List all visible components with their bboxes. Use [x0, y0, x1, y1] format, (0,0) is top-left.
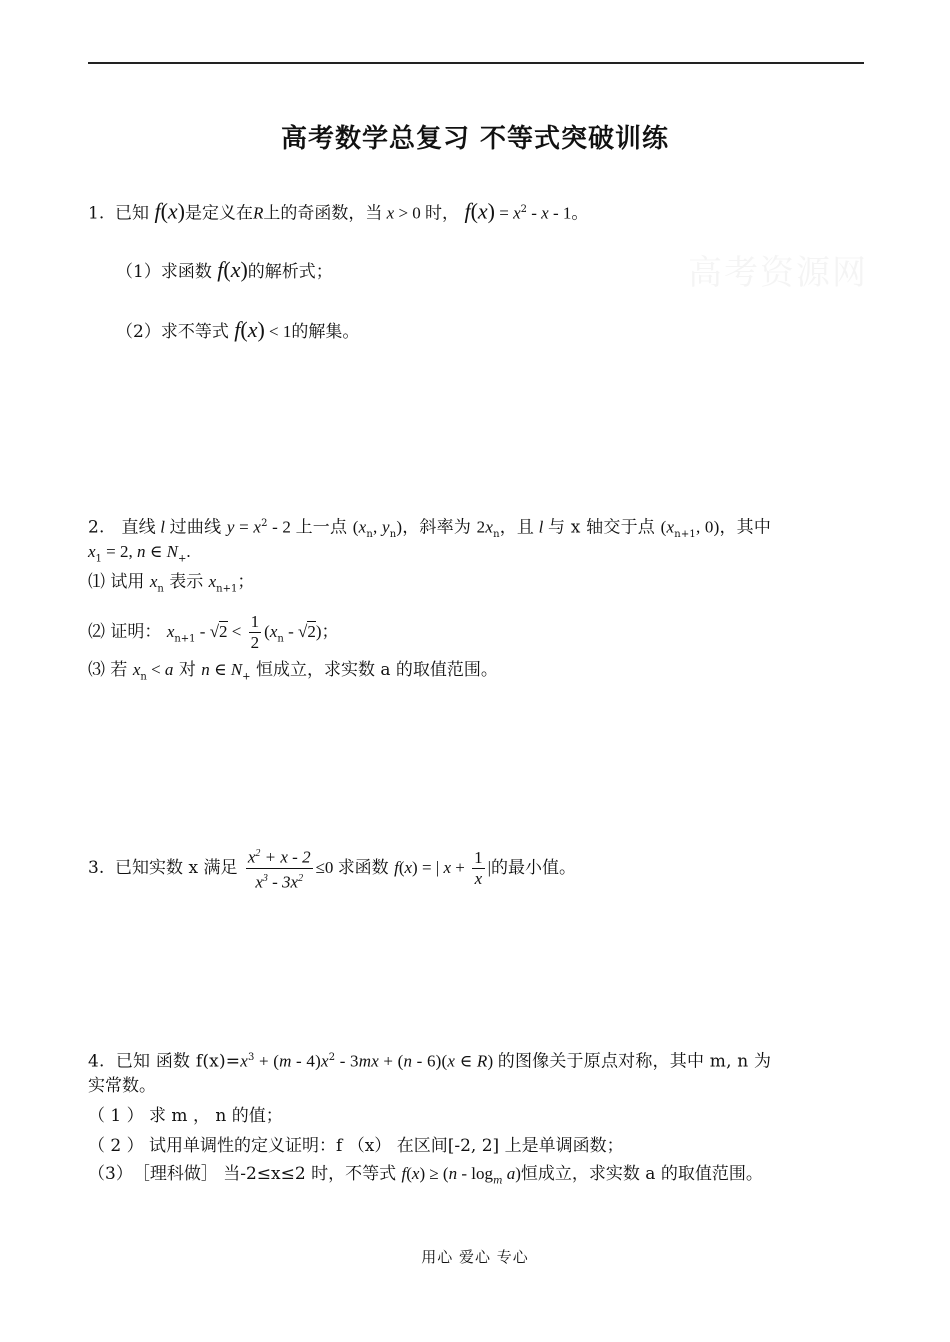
header-rule — [88, 62, 864, 64]
document-title: 高考数学总复习 不等式突破训练 — [280, 124, 670, 154]
problem-2-part-2: ⑵ 证明： $x_{n+1} - √2$ < $\frac{1}{2}$ $(x_n - √2)$； — [88, 612, 339, 652]
problem-4-statement-cont: 实常数。 — [88, 1076, 156, 1096]
problem-2-part-3: ⑶ 若 $x_n < a$ 对 n ∈ $N_+$ 恒成立，求实数 a 的取值范围。 — [88, 660, 498, 683]
problem-4-part-3: （3） ［理科做］ 当-2≤x≤2 时，不等式 $f(x) \ge (n - \log_m a)$恒成立，求实数 a 的取值范围。 — [88, 1164, 763, 1187]
page-footer: 用心 爱心 专心 — [421, 1248, 529, 1266]
fraction: $\frac{1}{x}$ — [474, 848, 483, 888]
problem-1-part-2: （2）求不等式 f(x) < 1的解集。 — [116, 317, 360, 342]
problem-3-statement: 3. 已知实数 x 满足 $\frac{x^2 + x - 2}{x^3 - 3x^2}$ ≤0 求函数 f(x) = | x + $\frac{1}{x}$ |的最小值。 — [88, 838, 576, 898]
problem-2-part-1: ⑴ 试用 $x_n$ 表示 $x_{n+1}$； — [88, 572, 255, 595]
problem-4-part-2: （ 2 ） 试用单调性的定义证明：f （x） 在区间[-2, 2] 上是单调函数； — [88, 1136, 624, 1156]
problem-number: 4. — [88, 1051, 105, 1072]
problem-1-part-1: （1）求函数 f(x)的解析式； — [116, 257, 333, 282]
fraction: $\frac{1}{2}$ — [250, 612, 260, 652]
problem-4-statement: 4. 已知 函数 $f(x)=x^3 + (m - 4)x^2 - 3mx + (n - 6)(x$ ∈ R) 的图像关于原点对称，其中 m, n 为 — [88, 1051, 772, 1072]
problem-number: 3. — [88, 858, 105, 878]
problem-2-condition: $x_1 = 2$, n ∈ $N_+$. — [88, 542, 191, 565]
fraction: $\frac{x^2 + x - 2}{x^3 - 3x^2}$ — [246, 844, 313, 892]
problem-number: 2. — [88, 517, 105, 538]
problem-4-part-1: （ 1 ） 求 m ， n 的值； — [88, 1106, 283, 1126]
math-expr: f — [154, 198, 161, 224]
problem-number: 1. — [88, 203, 105, 224]
math-expr: f — [464, 198, 471, 224]
problem-1-statement: 1. 已知 f(x)是定义在R上的奇函数，当 x > 0 时， $f(x) = x^2 - x - 1$。 — [88, 198, 589, 224]
problem-2-statement: 2. 直线 l 过曲线 $y = x^2 - 2$ 上一点 ($x_n$, $y_n$)，斜率为 $2x_n$，且 l 与 x 轴交于点 ($x_{n+1}$, 0)，其中 — [88, 517, 772, 541]
watermark: 高考资源网 — [688, 253, 868, 293]
